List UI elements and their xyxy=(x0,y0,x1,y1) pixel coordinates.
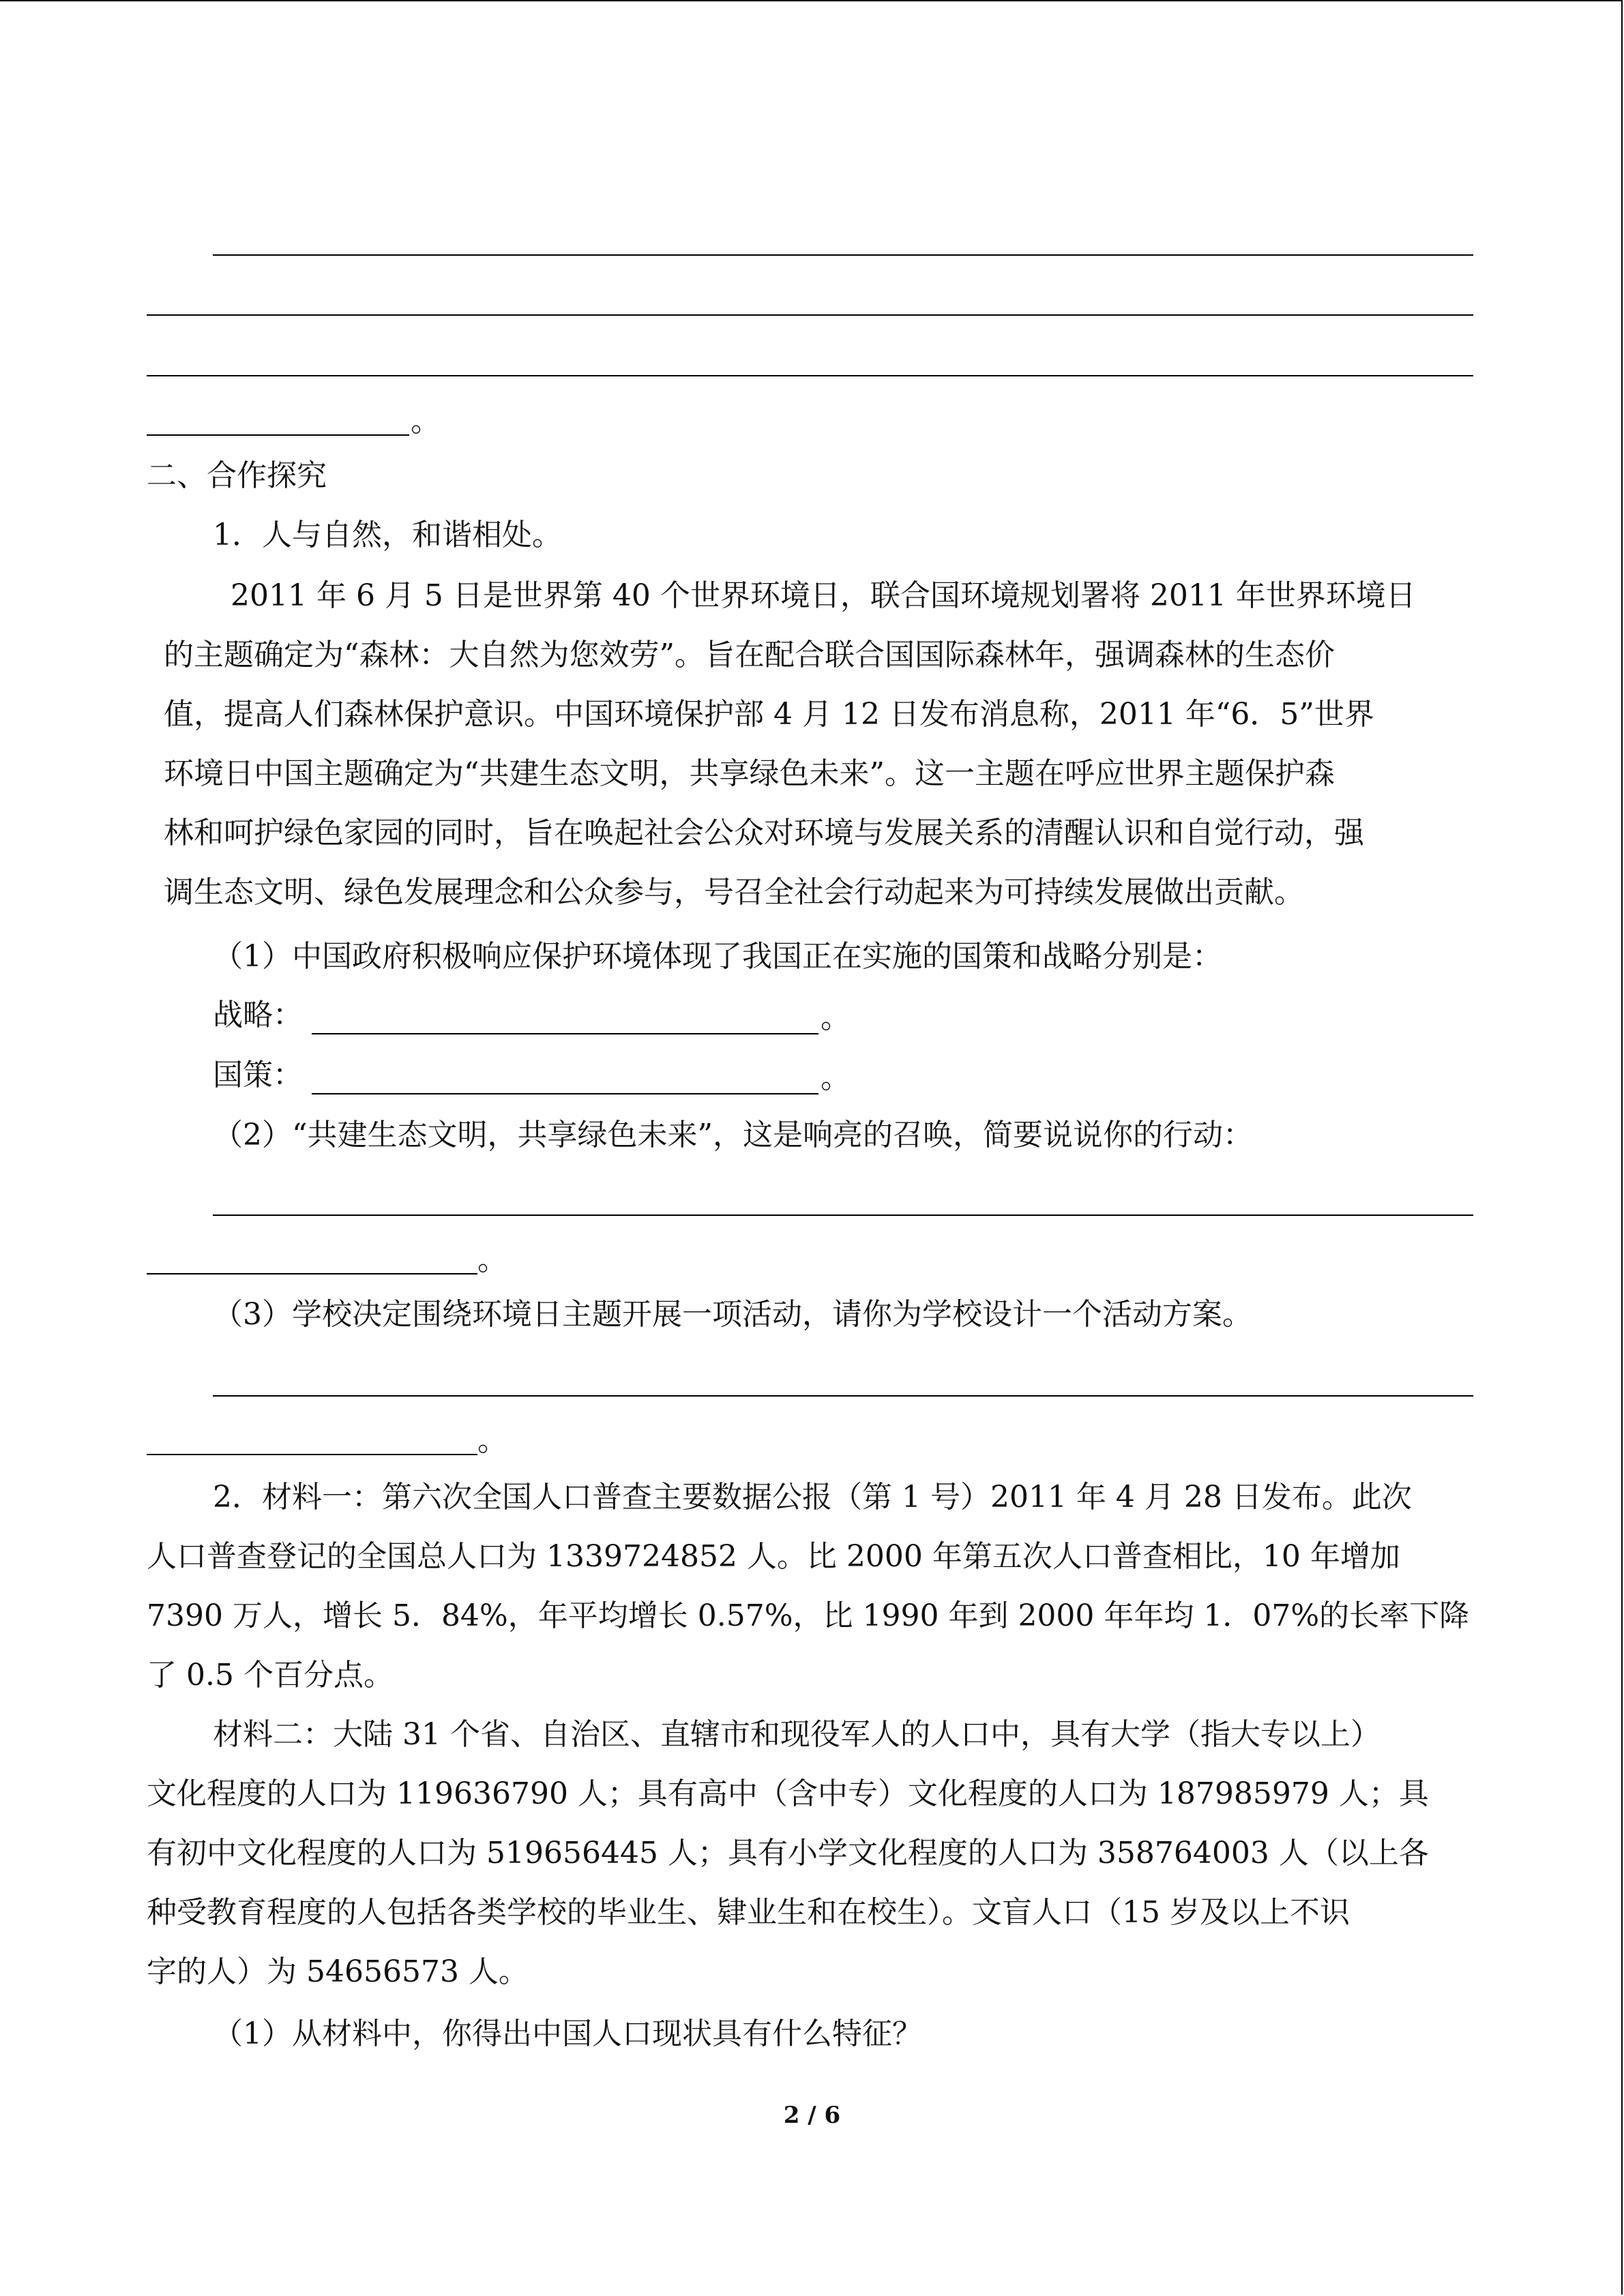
answer-line[interactable] xyxy=(213,1395,1473,1397)
section-heading: 二、合作探究 xyxy=(147,458,327,493)
passage-line: 2011 年 6 月 5 日是世界第 40 个世界环境日，联合国环境规划署将 2011 年世界环境日 xyxy=(231,578,1416,613)
material-2-line: 种受教育程度的人包括各类学校的毕业生、肄业生和在校生）。文盲人口（15 岁及以上不识 xyxy=(147,1895,1350,1930)
answer-line[interactable] xyxy=(147,375,1473,376)
answer-line[interactable] xyxy=(147,1454,477,1455)
answer-line[interactable] xyxy=(147,314,1473,316)
passage-line: 值，提高人们森林保护意识。中国环境保护部 4 月 12 日发布消息称，2011 年“6．5”世界 xyxy=(164,697,1374,732)
material-2-line: 材料二：大陆 31 个省、自治区、直辖市和现役军人的人口中，具有大学（指大专以上） xyxy=(213,1717,1381,1752)
end-mark: 。 xyxy=(477,1242,507,1277)
material-1-line: 2．材料一：第六次全国人口普查主要数据公报（第 1 号）2011 年 4 月 28 日发布。此次 xyxy=(213,1480,1412,1515)
material-1-line: 人口普查登记的全国总人口为 1339724852 人。比 2000 年第五次人口普查相比，10 年增加 xyxy=(147,1539,1400,1574)
policy-answer-line[interactable] xyxy=(312,1093,818,1094)
question-1-title: 1．人与自然，和谐相处。 xyxy=(213,518,562,552)
passage-line: 的主题确定为“森林：大自然为您效劳”。旨在配合联合国国际森林年，强调森林的生态价 xyxy=(164,638,1335,672)
q1-sub2-text: （2）“共建生态文明，共享绿色未来”，这是响亮的召唤，简要说说你的行动： xyxy=(213,1118,1253,1152)
page-number: 2 / 6 xyxy=(783,2102,841,2129)
end-mark: 。 xyxy=(411,404,441,438)
answer-line[interactable] xyxy=(147,434,409,436)
answer-line[interactable] xyxy=(147,1273,477,1274)
passage-line: 环境日中国主题确定为“共建生态文明，共享绿色未来”。这一主题在呼应世界主题保护森 xyxy=(164,756,1335,791)
material-1-line: 7390 万人，增长 5．84%，年平均增长 0.57%，比 1990 年到 2000 年年均 1．07%的长率下降 xyxy=(147,1598,1470,1633)
material-2-line: 有初中文化程度的人口为 519656445 人；具有小学文化程度的人口为 358764003 人（以上各 xyxy=(147,1836,1429,1870)
end-mark: 。 xyxy=(821,1000,851,1035)
passage-line: 调生态文明、绿色发展理念和公众参与，号召全社会行动起来为可持续发展做出贡献。 xyxy=(164,875,1304,910)
policy-label: 国策： xyxy=(213,1058,303,1092)
q1-sub1-text: （1）中国政府积极响应保护环境体现了我国正在实施的国策和战略分别是： xyxy=(213,939,1222,974)
end-mark: 。 xyxy=(821,1060,851,1095)
end-mark: 。 xyxy=(477,1423,507,1458)
answer-line[interactable] xyxy=(213,1214,1473,1216)
answer-line[interactable] xyxy=(213,254,1473,256)
material-2-line: 字的人）为 54656573 人。 xyxy=(147,1954,529,1989)
q1-sub3-text: （3）学校决定围绕环境日主题开展一项活动，请你为学校设计一个活动方案。 xyxy=(213,1297,1252,1332)
q2-sub1-text: （1）从材料中，你得出中国人口现状具有什么特征？ xyxy=(213,2016,922,2051)
material-1-line: 了 0.5 个百分点。 xyxy=(147,1658,394,1693)
material-2-line: 文化程度的人口为 119636790 人；具有高中（含中专）文化程度的人口为 187985979 人；具 xyxy=(147,1776,1429,1811)
strategy-answer-line[interactable] xyxy=(312,1033,818,1034)
passage-line: 林和呵护绿色家园的同时，旨在唤起社会公众对环境与发展关系的清醒认识和自觉行动，强 xyxy=(164,816,1364,850)
strategy-label: 战略： xyxy=(213,998,303,1032)
